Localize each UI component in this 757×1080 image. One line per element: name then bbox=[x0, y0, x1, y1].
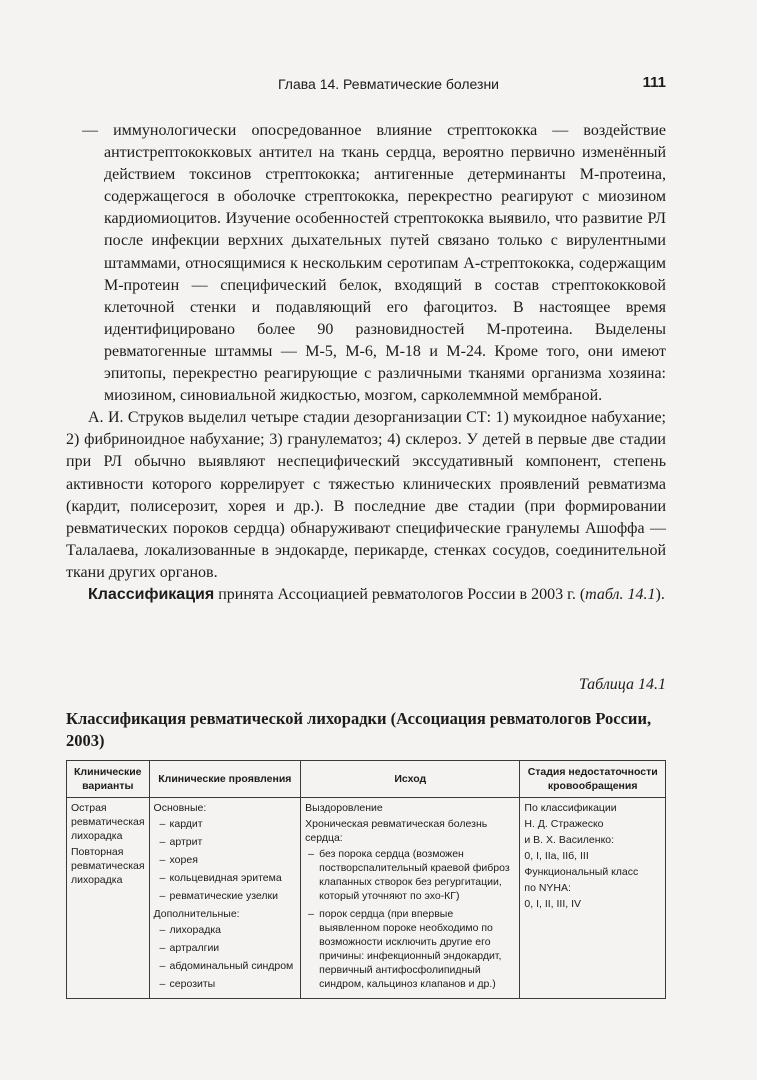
list-item: – без порока сердца (возможен постворспалительный краевой фиброз клапанных створок без регургитации, который уточняют по эхо-КГ) bbox=[305, 847, 515, 903]
table-caption: Таблица 14.1 bbox=[578, 676, 666, 693]
list-item: – абдоминальный синдром bbox=[154, 959, 297, 973]
header-outcome: Исход bbox=[301, 761, 520, 798]
page-number: 111 bbox=[642, 74, 666, 91]
outcome-chronic: Хроническая ревматическая болезнь сердца: bbox=[305, 818, 488, 844]
stage-cell bbox=[520, 798, 666, 999]
list-item: – ревматические узелки bbox=[154, 889, 297, 903]
extra-label: Дополнительные: bbox=[153, 908, 240, 920]
list-item: – кардит bbox=[154, 817, 297, 831]
classification-label: Классификация bbox=[88, 585, 215, 603]
header-stage: Стадия недостаточности кровообращения bbox=[520, 761, 666, 798]
stage-line: Н. Д. Стражеско bbox=[524, 818, 604, 830]
chapter-title: Глава 14. Ревматические болезни bbox=[278, 76, 499, 92]
list-item: – порок сердца (при впервые выявленном пороке необходимо по возможности исключить другие его причины: инфекционный эндокардит, первичный антифосфолипидный синдром, кальциноз клапанов и др.) bbox=[305, 907, 515, 991]
header-variants: Клинические варианты bbox=[67, 761, 150, 798]
extra-list bbox=[154, 923, 297, 991]
stage-line: и В. Х. Василенко: bbox=[524, 834, 615, 846]
header-manifestations: Клинические проявления bbox=[149, 761, 301, 798]
main-label: Основные: bbox=[153, 802, 207, 814]
stage-line: 0, I, IIa, IIб, III bbox=[524, 850, 589, 862]
main-list bbox=[154, 817, 297, 903]
list-item: – серозиты bbox=[154, 977, 297, 991]
strukov-paragraph: А. И. Струков выделил четыре стадии дезорганизации СТ: 1) мукоидное набухание; 2) фибриноидное набухание; 3) гранулематоз; 4) склероз. У детей в первые две стадии при РЛ обычно выявляют неспецифический экссудативный компонент, степень активности которого коррелирует с тяжестью клинических проявлений ревматизма (кардит, полисерозит, хорея и др.). В последние две стадии (при формировании ревматических пороков сердца) обнаруживают специфические гранулемы Ашоффа — Талалаева, локализованные в эндокарде, перикарде, стенках сосудов, соединительной ткани других органов. bbox=[66, 409, 666, 581]
list-item: – кольцевидная эритема bbox=[154, 871, 297, 885]
classification-paragraph bbox=[66, 584, 666, 606]
stage-line: По классификации bbox=[524, 802, 617, 814]
classification-end: ). bbox=[655, 585, 665, 603]
table-reference: табл. 14.1 bbox=[585, 585, 656, 603]
manifestations-cell bbox=[149, 798, 301, 999]
outcome-recovery: Выздоровление bbox=[305, 802, 383, 814]
running-header bbox=[66, 76, 666, 98]
outcome-cell bbox=[301, 798, 520, 999]
classification-text: принята Ассоциацией ревматологов России в 2003 г. ( bbox=[214, 585, 586, 603]
list-item: – хорея bbox=[154, 853, 297, 867]
classification-table bbox=[66, 760, 666, 999]
variants-cell bbox=[67, 798, 150, 999]
variant-repeat: Повторная ревматическая лихорадка bbox=[71, 846, 145, 886]
stage-line: Функциональный класс bbox=[524, 866, 639, 878]
table-row bbox=[67, 798, 666, 999]
stage-line: по NYHA: bbox=[524, 882, 571, 894]
stage-line: 0, I, II, III, IV bbox=[524, 898, 581, 910]
variant-acute: Острая ревматическая лихорадка bbox=[71, 802, 145, 842]
dash-paragraph: — иммунологически опосредованное влияние стрептококка — воздействие антистрептококковых антител на ткань сердца, вероятно первично изменённый действием токсинов стрептококка; антигенные детерминанты М-протеина, содержащегося в оболочке стрептококка, перекрестно реагируют с миозином кардиомиоцитов. Изучение особенностей стрептококка выявило, что развитие РЛ после инфекции верхних дыхательных путей связано только с вирулентными штаммами, относящимися к нескольким серотипам А-стрептококка, содержащим М-протеин — специфический белок, входящий в состав стрептококковой клеточной стенки и подавляющий его фагоцитоз. В настоящее время идентифицировано более 90 разновидностей М-протеина. Выделены ревматогенные штаммы — М-5, М-6, М-18 и М-24. Кроме того, они имеют эпитопы, перекрестно реагирующие с различными тканями организма хозяина: миозином, синовиальной жидкостью, мозгом, сарколеммной мембраной. bbox=[82, 122, 666, 405]
table-title: Классификация ревматической лихорадки (Ассоциация ревматологов России, 2003) bbox=[66, 709, 652, 750]
body-text bbox=[66, 120, 666, 606]
list-item: – лихорадка bbox=[154, 923, 297, 937]
table-header-row bbox=[67, 761, 666, 798]
outcome-list bbox=[305, 847, 515, 991]
list-item: – артралгии bbox=[154, 941, 297, 955]
list-item: – артрит bbox=[154, 835, 297, 849]
